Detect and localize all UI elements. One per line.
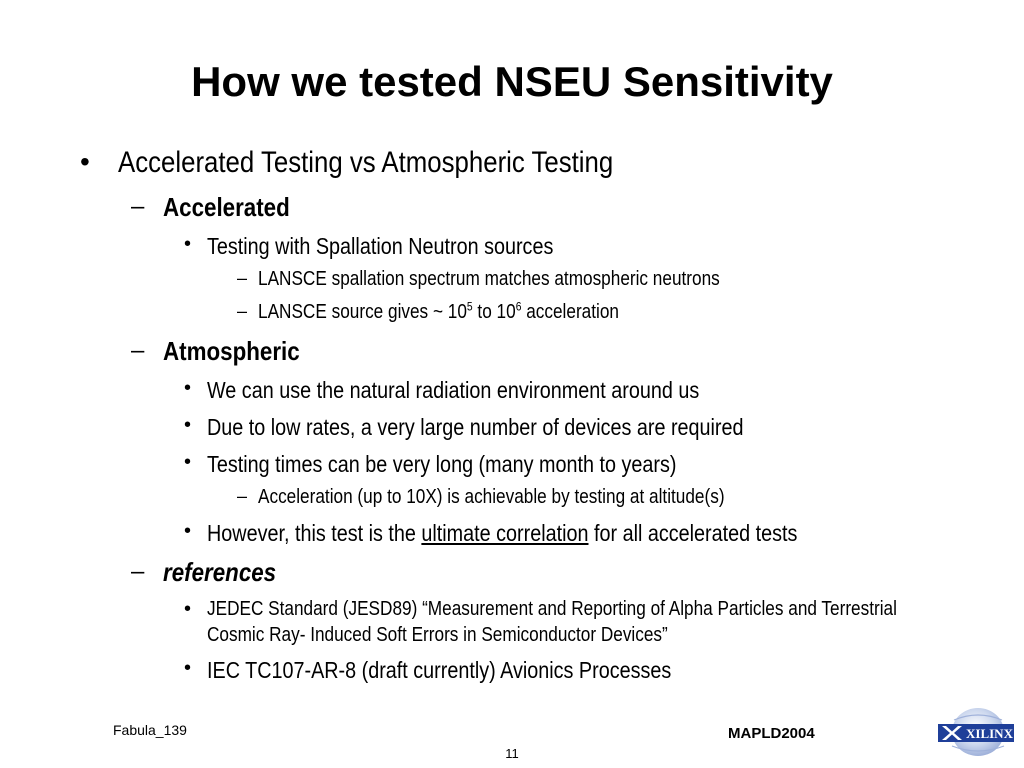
bullet-text: Due to low rates, a very large number of devices are required	[207, 414, 744, 440]
heading-atmospheric: Atmospheric	[163, 336, 300, 366]
bullet-marker: •	[184, 520, 192, 542]
sub-text: LANSCE source gives ~ $10^5$ to $10^6$ acceleration	[258, 299, 619, 323]
logo-text: XILINX	[966, 726, 1013, 741]
bullet-marker: •	[80, 146, 90, 177]
xilinx-logo	[936, 706, 1014, 760]
bullet-text: However, this test is the ultimate correlation for all accelerated tests	[207, 520, 798, 546]
footer-author: Fabula_139	[113, 722, 187, 738]
bullet-text: Testing times can be very long (many month to years)	[207, 451, 677, 477]
bullet-marker: •	[184, 657, 192, 679]
dash-marker: –	[131, 337, 145, 364]
footer-conference: MAPLD2004	[728, 725, 815, 742]
ultimate-correlation-emphasis: ultimate correlation	[421, 520, 589, 546]
heading-accelerated: Accelerated	[163, 192, 290, 222]
dash-marker: –	[131, 558, 145, 585]
bullet-text: Testing with Spallation Neutron sources	[207, 233, 554, 259]
bullet-text: We can use the natural radiation environment around us	[207, 377, 700, 403]
page-number: 11	[505, 746, 519, 761]
bullet-marker: •	[184, 377, 192, 399]
dash-marker: –	[237, 301, 248, 321]
heading-references: references	[163, 557, 277, 587]
bullet-marker: •	[184, 598, 192, 620]
bullet-text: Cosmic Ray- Induced Soft Errors in Semiconductor Devices”	[207, 624, 668, 646]
bullet-marker: •	[184, 414, 192, 436]
sub-text: Acceleration (up to 10X) is achievable by testing at altitude(s)	[258, 486, 725, 508]
bullet-text: JEDEC Standard (JESD89) “Measurement and Reporting of Alpha Particles and Terrestrial	[207, 598, 897, 620]
slide-title: How we tested NSEU Sensitivity	[191, 58, 833, 105]
dash-marker: –	[237, 486, 248, 506]
dash-marker: –	[237, 268, 248, 288]
bullet-text: Accelerated Testing vs Atmospheric Testing	[118, 146, 614, 179]
bullet-text: IEC TC107-AR-8 (draft currently) Avionics Processes	[207, 657, 672, 683]
bullet-marker: •	[184, 451, 192, 473]
bullet-marker: •	[184, 233, 192, 255]
dash-marker: –	[131, 193, 145, 220]
sub-text: LANSCE spallation spectrum matches atmospheric neutrons	[258, 268, 720, 290]
